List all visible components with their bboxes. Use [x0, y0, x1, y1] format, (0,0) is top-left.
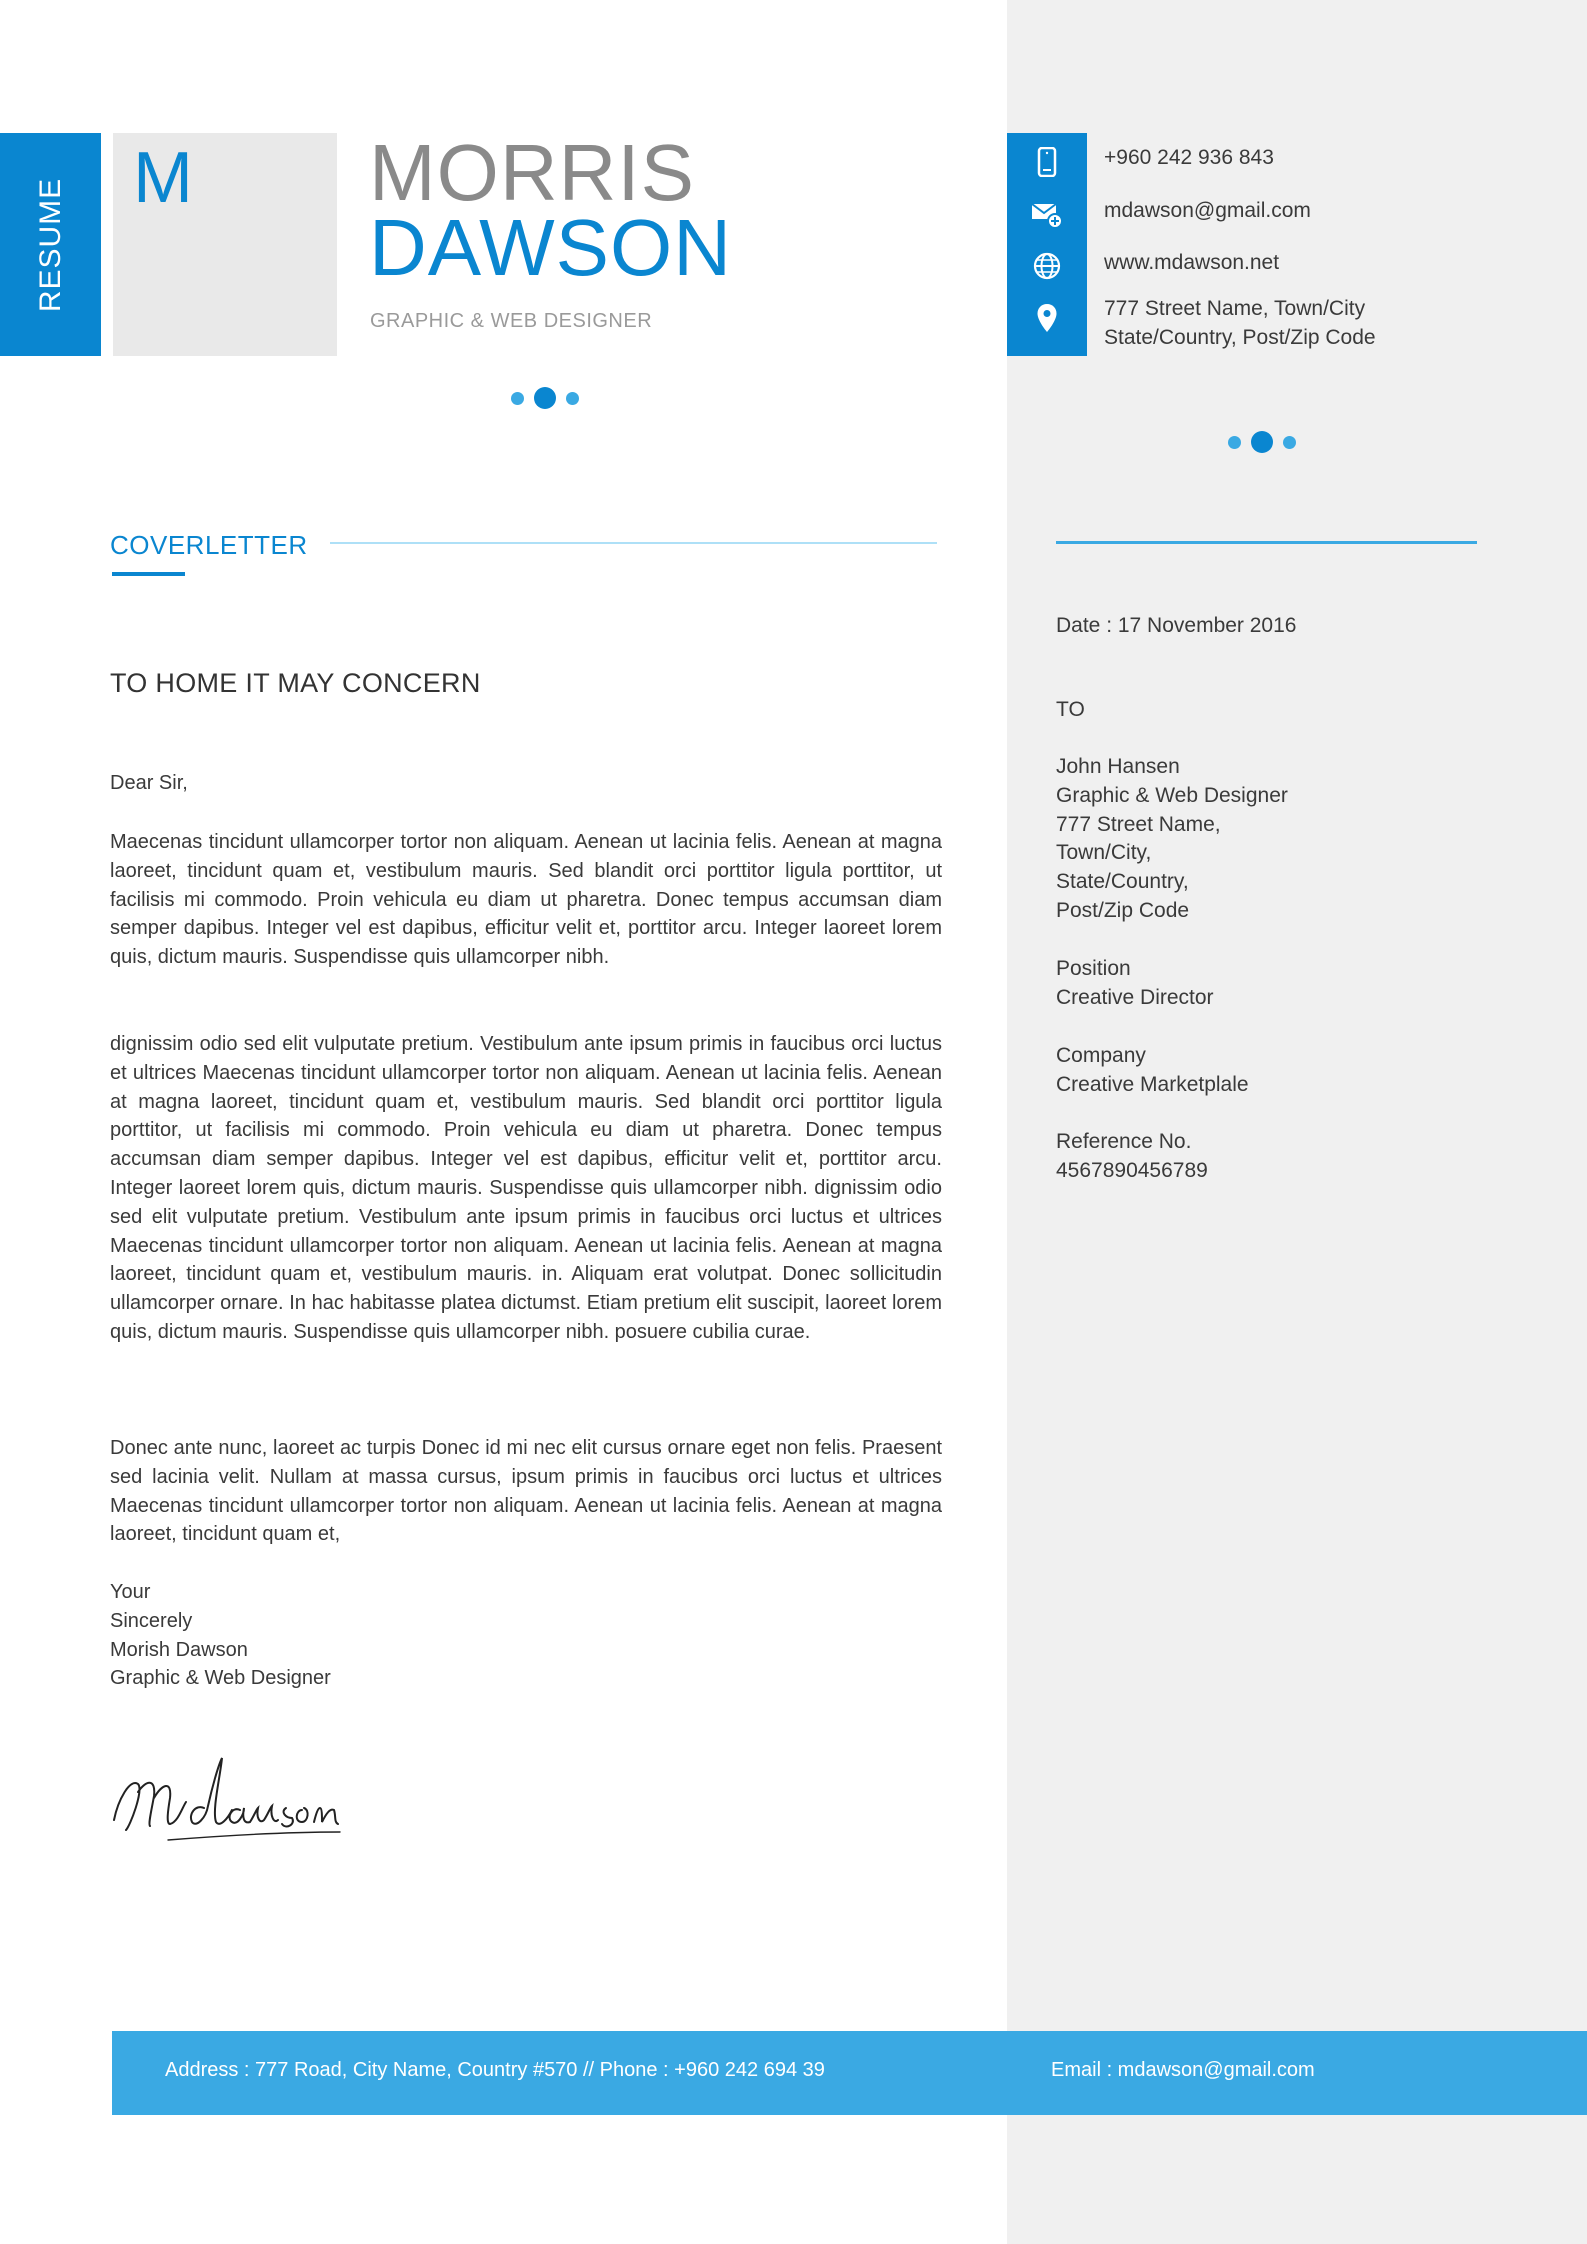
sidebar-divider — [1056, 541, 1477, 544]
dot-active — [1251, 431, 1273, 453]
reference-label: Reference No. — [1056, 1130, 1192, 1153]
closing-block — [110, 1578, 331, 1693]
company-label: Company — [1056, 1044, 1146, 1067]
position-label: Position — [1056, 957, 1131, 980]
dot — [566, 392, 579, 405]
recipient-address: State/Country, — [1056, 870, 1189, 894]
last-name: DAWSON — [369, 203, 733, 292]
letter-date: Date : 17 November 2016 — [1056, 614, 1297, 637]
company-value: Creative Marketplale — [1056, 1072, 1249, 1096]
contact-email[interactable]: mdawson@gmail.com — [1104, 199, 1311, 222]
contact-website[interactable]: www.mdawson.net — [1104, 251, 1280, 274]
recipient-address: 777 Street Name, — [1056, 812, 1221, 836]
first-name: MORRIS — [369, 128, 695, 217]
closing-line: Sincerely — [110, 1609, 193, 1632]
recipient-block — [1056, 753, 1288, 926]
dot — [1228, 436, 1241, 449]
closing-title: Graphic & Web Designer — [110, 1667, 331, 1690]
header-dots — [511, 387, 579, 409]
initial-letter: M — [133, 138, 193, 218]
resume-tab-label: RESUME — [33, 177, 67, 312]
dot — [1283, 436, 1296, 449]
dot-active — [534, 387, 556, 409]
contact-icon-bar — [1007, 133, 1087, 356]
position-block — [1056, 955, 1214, 1013]
recipient-address: Post/Zip Code — [1056, 898, 1190, 922]
letter-heading: TO HOME IT MAY CONCERN — [110, 668, 481, 698]
paragraph-2: dignissim odio sed elit vulputate pretium. Vestibulum ante ipsum primis in faucibus orci luctus et ultrices Maecenas tincidunt ullamcorper tortor non aliquam. Aenean ut lacinia felis. Aenean at magna laoreet, tincidunt quam et, vestibulum mauris. Sed blandit orci porttitor ligula porttitor, ut facilisis mi commodo. Proin vehicula eu diam ut pharetra. Donec tempus accumsan diam semper dapibus. Integer vel est dapibus, efficitur velit et, porttitor arcu. Integer laoreet lorem quis, dictum mauris. Suspendisse quis ullamcorper nibh. dignissim odio sed elit vulputate pretium. Vestibulum ante ipsum primis in faucibus orci luctus et ultrices Maecenas tincidunt ullamcorper tortor non aliquam. Aenean ut lacinia felis. Aenean at magna laoreet, tincidunt quam et, vestibulum mauris. in. Aliquam erat volutpat. Donec sollicitudin ullamcorper ornare. In hac habitasse platea dictumst. Etiam pretium elit suscipit, laoreet lorem quis, dictum mauris. Suspendisse quis ullamcorper nibh. posuere cubilia curae. — [110, 1033, 942, 1343]
footer-email[interactable]: Email : mdawson@gmail.com — [1051, 2059, 1315, 2081]
sidebar-dots — [1228, 431, 1296, 453]
position-value: Creative Director — [1056, 985, 1214, 1009]
section-title: COVERLETTER — [110, 530, 308, 560]
contact-phone: +960 242 936 843 — [1104, 146, 1274, 169]
dot — [511, 392, 524, 405]
reference-value: 4567890456789 — [1056, 1158, 1208, 1182]
recipient-address: Town/City, — [1056, 841, 1152, 865]
contact-address-line2: State/Country, Post/Zip Code — [1104, 326, 1376, 349]
company-block — [1056, 1042, 1249, 1100]
section-divider — [330, 542, 937, 544]
signature — [108, 1748, 348, 1863]
globe-icon — [1007, 246, 1087, 286]
reference-block — [1056, 1128, 1208, 1186]
resume-tab — [0, 133, 101, 356]
location-pin-icon — [1007, 298, 1087, 338]
to-label: TO — [1056, 698, 1085, 721]
paragraph-3: Donec ante nunc, laoreet ac turpis Donec id mi nec elit cursus ornare eget non felis. Praesent sed lacinia velit. Nullam at massa cursus, ipsum primis in faucibus orci luctus et ultrices Maecenas tincidunt ullamcorper tortor non aliquam. Aenean ut lacinia felis. Aenean at magna laoreet, tincidunt quam et, — [110, 1437, 942, 1546]
mail-icon — [1007, 195, 1087, 235]
closing-name: Morish Dawson — [110, 1638, 248, 1661]
contact-address-line1: 777 Street Name, Town/City — [1104, 297, 1366, 320]
job-title: GRAPHIC & WEB DESIGNER — [370, 310, 653, 332]
recipient-name: John Hansen — [1056, 755, 1180, 778]
phone-icon — [1007, 142, 1087, 182]
initial-box — [113, 133, 337, 356]
footer-address: Address : 777 Road, City Name, Country #570 // Phone : +960 242 694 39 — [165, 2059, 825, 2081]
paragraph-1: Maecenas tincidunt ullamcorper tortor non aliquam. Aenean ut lacinia felis. Aenean at magna laoreet, tincidunt quam et, vestibulum mauris. Sed blandit orci porttitor ligula porttitor, ut facilisis mi commodo. Proin vehicula eu diam ut pharetra. Donec tempus accumsan diam semper dapibus. Integer vel est dapibus, efficitur velit et, porttitor arcu. Integer laoreet lorem quis, dictum mauris. Suspendisse quis ullamcorper nibh. — [110, 831, 942, 969]
section-underline — [112, 572, 185, 576]
footer-bar — [112, 2031, 1587, 2115]
closing-line: Your — [110, 1581, 151, 1603]
salutation: Dear Sir, — [110, 772, 188, 794]
recipient-title: Graphic & Web Designer — [1056, 783, 1288, 807]
